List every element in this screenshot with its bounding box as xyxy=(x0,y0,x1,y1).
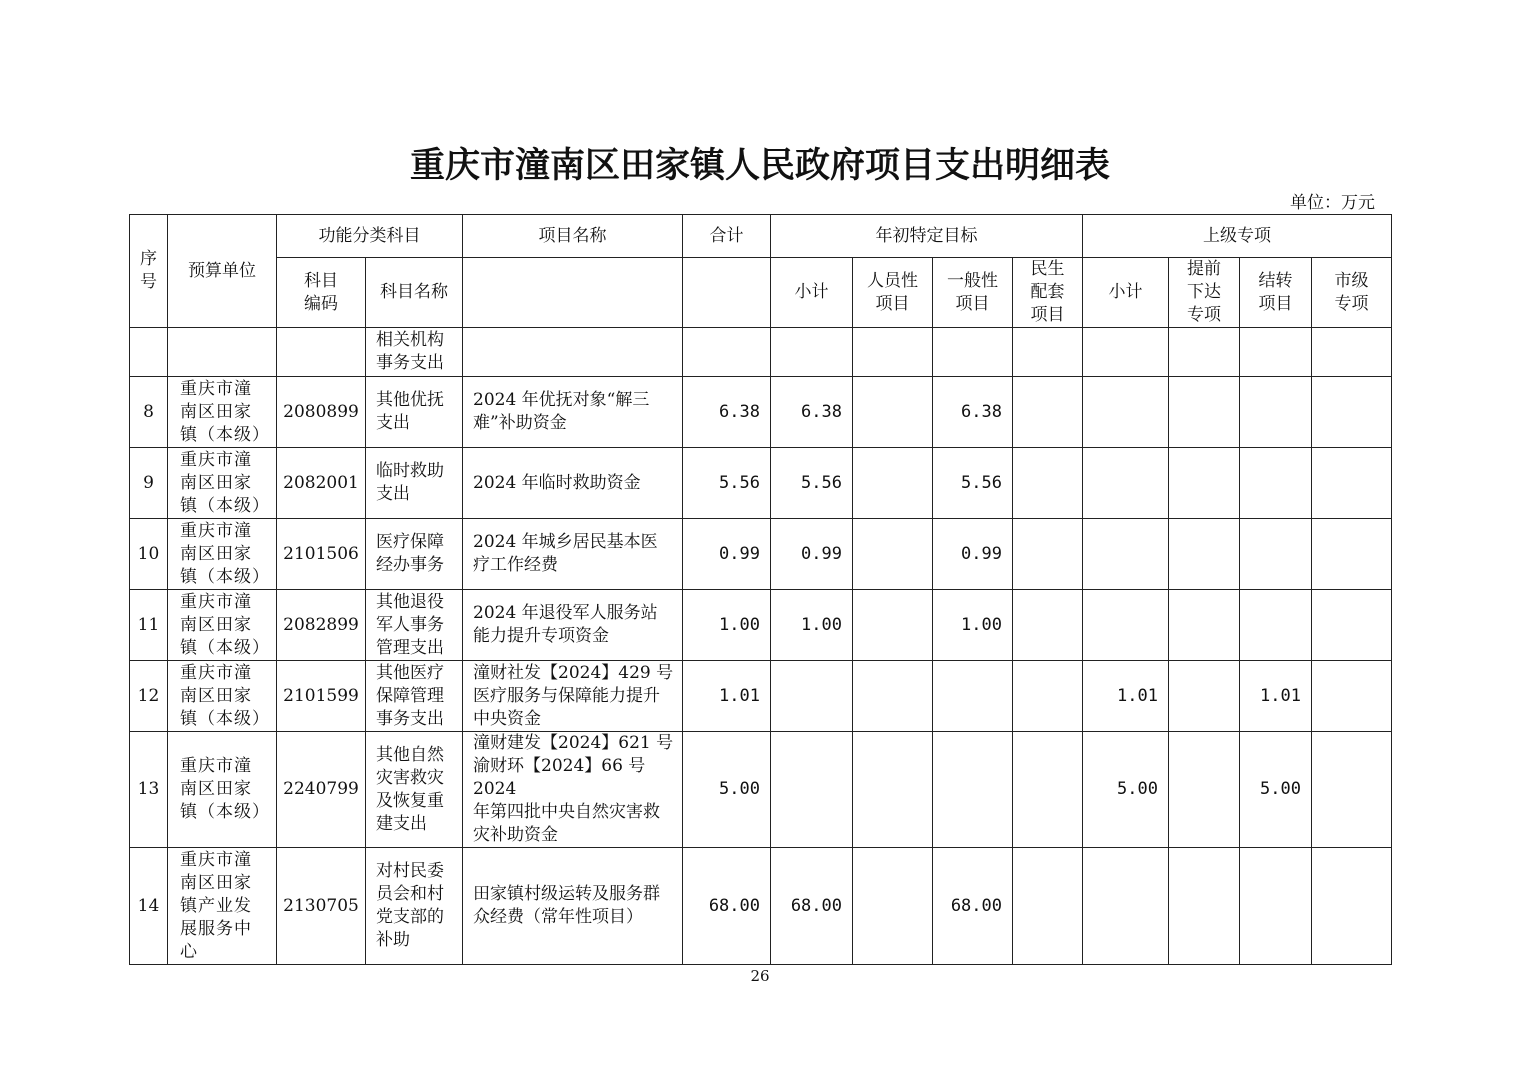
table-row xyxy=(130,328,1392,377)
cell-subject-name: 其他退役 军人事务 管理支出 xyxy=(366,590,463,661)
page-number: 26 xyxy=(750,967,770,985)
cell-it-personnel xyxy=(853,590,933,661)
cell-it-general: 68.00 xyxy=(933,848,1013,965)
cell-subject-name: 其他医疗 保障管理 事务支出 xyxy=(366,661,463,732)
cell-subject-code: 2101599 xyxy=(277,661,366,732)
cell-seq: 13 xyxy=(130,732,168,848)
cell-it-subtotal xyxy=(771,732,853,848)
cell-seq: 14 xyxy=(130,848,168,965)
header-superior-special: 上级专项 xyxy=(1083,215,1392,258)
table-row xyxy=(130,590,1392,661)
table-row xyxy=(130,848,1392,965)
cell-sp-subtotal xyxy=(1083,448,1169,519)
header-seq: 序 号 xyxy=(130,215,168,328)
cell-it-personnel xyxy=(853,328,933,377)
cell-budget-unit: 重庆市潼 南区田家 镇（本级） xyxy=(168,590,277,661)
cell-sp-subtotal: 5.00 xyxy=(1083,732,1169,848)
cell-subject-name: 医疗保障 经办事务 xyxy=(366,519,463,590)
cell-subject-code: 2240799 xyxy=(277,732,366,848)
cell-subject-code: 2082001 xyxy=(277,448,366,519)
cell-total: 0.99 xyxy=(683,519,771,590)
cell-subject-code: 2130705 xyxy=(277,848,366,965)
cell-it-personnel xyxy=(853,732,933,848)
cell-it-subtotal xyxy=(771,328,853,377)
cell-it-subtotal: 0.99 xyxy=(771,519,853,590)
cell-project-name: 潼财社发【2024】429 号 医疗服务与保障能力提升 中央资金 xyxy=(463,661,683,732)
cell-total: 1.01 xyxy=(683,661,771,732)
cell-project-name xyxy=(463,328,683,377)
cell-sp-carryover: 5.00 xyxy=(1240,732,1312,848)
cell-budget-unit: 重庆市潼 南区田家 镇（本级） xyxy=(168,377,277,448)
cell-it-livelihood xyxy=(1013,377,1083,448)
cell-total: 68.00 xyxy=(683,848,771,965)
cell-it-general: 1.00 xyxy=(933,590,1013,661)
cell-it-general: 0.99 xyxy=(933,519,1013,590)
cell-sp-subtotal xyxy=(1083,519,1169,590)
cell-it-subtotal: 68.00 xyxy=(771,848,853,965)
cell-it-general xyxy=(933,661,1013,732)
cell-it-livelihood xyxy=(1013,848,1083,965)
cell-sp-carryover xyxy=(1240,590,1312,661)
header-it-livelihood: 民生 配套 项目 xyxy=(1013,258,1083,328)
cell-sp-advance xyxy=(1169,448,1240,519)
cell-seq: 10 xyxy=(130,519,168,590)
cell-sp-advance xyxy=(1169,328,1240,377)
table-row xyxy=(130,448,1392,519)
cell-project-name: 2024 年退役军人服务站 能力提升专项资金 xyxy=(463,590,683,661)
header-subject-code: 科目 编码 xyxy=(277,258,366,328)
table-row xyxy=(130,377,1392,448)
cell-sp-advance xyxy=(1169,848,1240,965)
header-total: 合计 xyxy=(683,215,771,258)
cell-seq xyxy=(130,328,168,377)
header-total-blank xyxy=(683,258,771,328)
cell-sp-carryover xyxy=(1240,377,1312,448)
header-sp-subtotal: 小计 xyxy=(1083,258,1169,328)
cell-sp-subtotal xyxy=(1083,328,1169,377)
header-function-class: 功能分类科目 xyxy=(277,215,463,258)
cell-it-livelihood xyxy=(1013,732,1083,848)
cell-seq: 11 xyxy=(130,590,168,661)
cell-sp-advance xyxy=(1169,590,1240,661)
cell-it-livelihood xyxy=(1013,590,1083,661)
cell-it-general: 5.56 xyxy=(933,448,1013,519)
cell-it-livelihood xyxy=(1013,328,1083,377)
cell-seq: 8 xyxy=(130,377,168,448)
unit-label: 单位：万元 xyxy=(1290,193,1375,213)
header-project-name: 项目名称 xyxy=(463,215,683,258)
cell-budget-unit: 重庆市潼 南区田家 镇（本级） xyxy=(168,661,277,732)
cell-it-personnel xyxy=(853,848,933,965)
header-budget-unit: 预算单位 xyxy=(168,215,277,328)
table-row xyxy=(130,661,1392,732)
cell-subject-name: 其他自然 灾害救灾 及恢复重 建支出 xyxy=(366,732,463,848)
cell-it-subtotal: 6.38 xyxy=(771,377,853,448)
table-row xyxy=(130,519,1392,590)
cell-sp-subtotal xyxy=(1083,377,1169,448)
cell-sp-carryover xyxy=(1240,848,1312,965)
cell-it-general xyxy=(933,732,1013,848)
cell-it-personnel xyxy=(853,377,933,448)
cell-project-name: 2024 年城乡居民基本医 疗工作经费 xyxy=(463,519,683,590)
cell-budget-unit: 重庆市潼 南区田家 镇（本级） xyxy=(168,732,277,848)
cell-project-name: 2024 年优抚对象“解三 难”补助资金 xyxy=(463,377,683,448)
cell-budget-unit: 重庆市潼 南区田家 镇产业发 展服务中 心 xyxy=(168,848,277,965)
cell-subject-name: 对村民委 员会和村 党支部的 补助 xyxy=(366,848,463,965)
header-sp-carryover: 结转 项目 xyxy=(1240,258,1312,328)
cell-it-general: 6.38 xyxy=(933,377,1013,448)
cell-total: 1.00 xyxy=(683,590,771,661)
cell-total: 5.56 xyxy=(683,448,771,519)
cell-it-personnel xyxy=(853,519,933,590)
cell-sp-advance xyxy=(1169,661,1240,732)
header-initial-target: 年初特定目标 xyxy=(771,215,1083,258)
cell-it-livelihood xyxy=(1013,661,1083,732)
header-it-subtotal: 小计 xyxy=(771,258,853,328)
cell-seq: 9 xyxy=(130,448,168,519)
cell-subject-name: 临时救助 支出 xyxy=(366,448,463,519)
cell-sp-carryover xyxy=(1240,519,1312,590)
table-row xyxy=(130,732,1392,848)
header-it-general: 一般性 项目 xyxy=(933,258,1013,328)
cell-sp-carryover xyxy=(1240,448,1312,519)
cell-sp-city xyxy=(1312,377,1392,448)
cell-subject-name: 相关机构 事务支出 xyxy=(366,328,463,377)
cell-project-name: 2024 年临时救助资金 xyxy=(463,448,683,519)
header-project-name-blank xyxy=(463,258,683,328)
cell-sp-city xyxy=(1312,328,1392,377)
cell-sp-carryover: 1.01 xyxy=(1240,661,1312,732)
cell-it-general xyxy=(933,328,1013,377)
cell-sp-city xyxy=(1312,848,1392,965)
header-it-personnel: 人员性 项目 xyxy=(853,258,933,328)
cell-sp-subtotal: 1.01 xyxy=(1083,661,1169,732)
header-sp-city: 市级 专项 xyxy=(1312,258,1392,328)
cell-it-livelihood xyxy=(1013,519,1083,590)
cell-subject-code: 2080899 xyxy=(277,377,366,448)
cell-sp-advance xyxy=(1169,732,1240,848)
cell-sp-subtotal xyxy=(1083,590,1169,661)
expenditure-table xyxy=(129,214,1392,965)
cell-it-livelihood xyxy=(1013,448,1083,519)
cell-it-personnel xyxy=(853,661,933,732)
cell-seq: 12 xyxy=(130,661,168,732)
cell-it-subtotal: 1.00 xyxy=(771,590,853,661)
cell-sp-carryover xyxy=(1240,328,1312,377)
cell-it-subtotal xyxy=(771,661,853,732)
cell-sp-city xyxy=(1312,590,1392,661)
cell-sp-city xyxy=(1312,519,1392,590)
cell-project-name: 田家镇村级运转及服务群 众经费（常年性项目） xyxy=(463,848,683,965)
header-sp-advance: 提前 下达 专项 xyxy=(1169,258,1240,328)
cell-subject-name: 其他优抚 支出 xyxy=(366,377,463,448)
cell-subject-code: 2082899 xyxy=(277,590,366,661)
cell-subject-code xyxy=(277,328,366,377)
cell-sp-city xyxy=(1312,732,1392,848)
cell-sp-advance xyxy=(1169,377,1240,448)
header-subject-name: 科目名称 xyxy=(366,258,463,328)
cell-it-subtotal: 5.56 xyxy=(771,448,853,519)
cell-sp-subtotal xyxy=(1083,848,1169,965)
cell-budget-unit: 重庆市潼 南区田家 镇（本级） xyxy=(168,519,277,590)
cell-total: 5.00 xyxy=(683,732,771,848)
cell-sp-city xyxy=(1312,661,1392,732)
cell-budget-unit xyxy=(168,328,277,377)
cell-budget-unit: 重庆市潼 南区田家 镇（本级） xyxy=(168,448,277,519)
cell-it-personnel xyxy=(853,448,933,519)
cell-subject-code: 2101506 xyxy=(277,519,366,590)
cell-sp-city xyxy=(1312,448,1392,519)
cell-total xyxy=(683,328,771,377)
page-title: 重庆市潼南区田家镇人民政府项目支出明细表 xyxy=(409,146,1110,186)
cell-total: 6.38 xyxy=(683,377,771,448)
cell-project-name: 潼财建发【2024】621 号 渝财环【2024】66 号 2024 年第四批中央自然灾害救 灾补助资金 xyxy=(463,732,683,848)
cell-sp-advance xyxy=(1169,519,1240,590)
